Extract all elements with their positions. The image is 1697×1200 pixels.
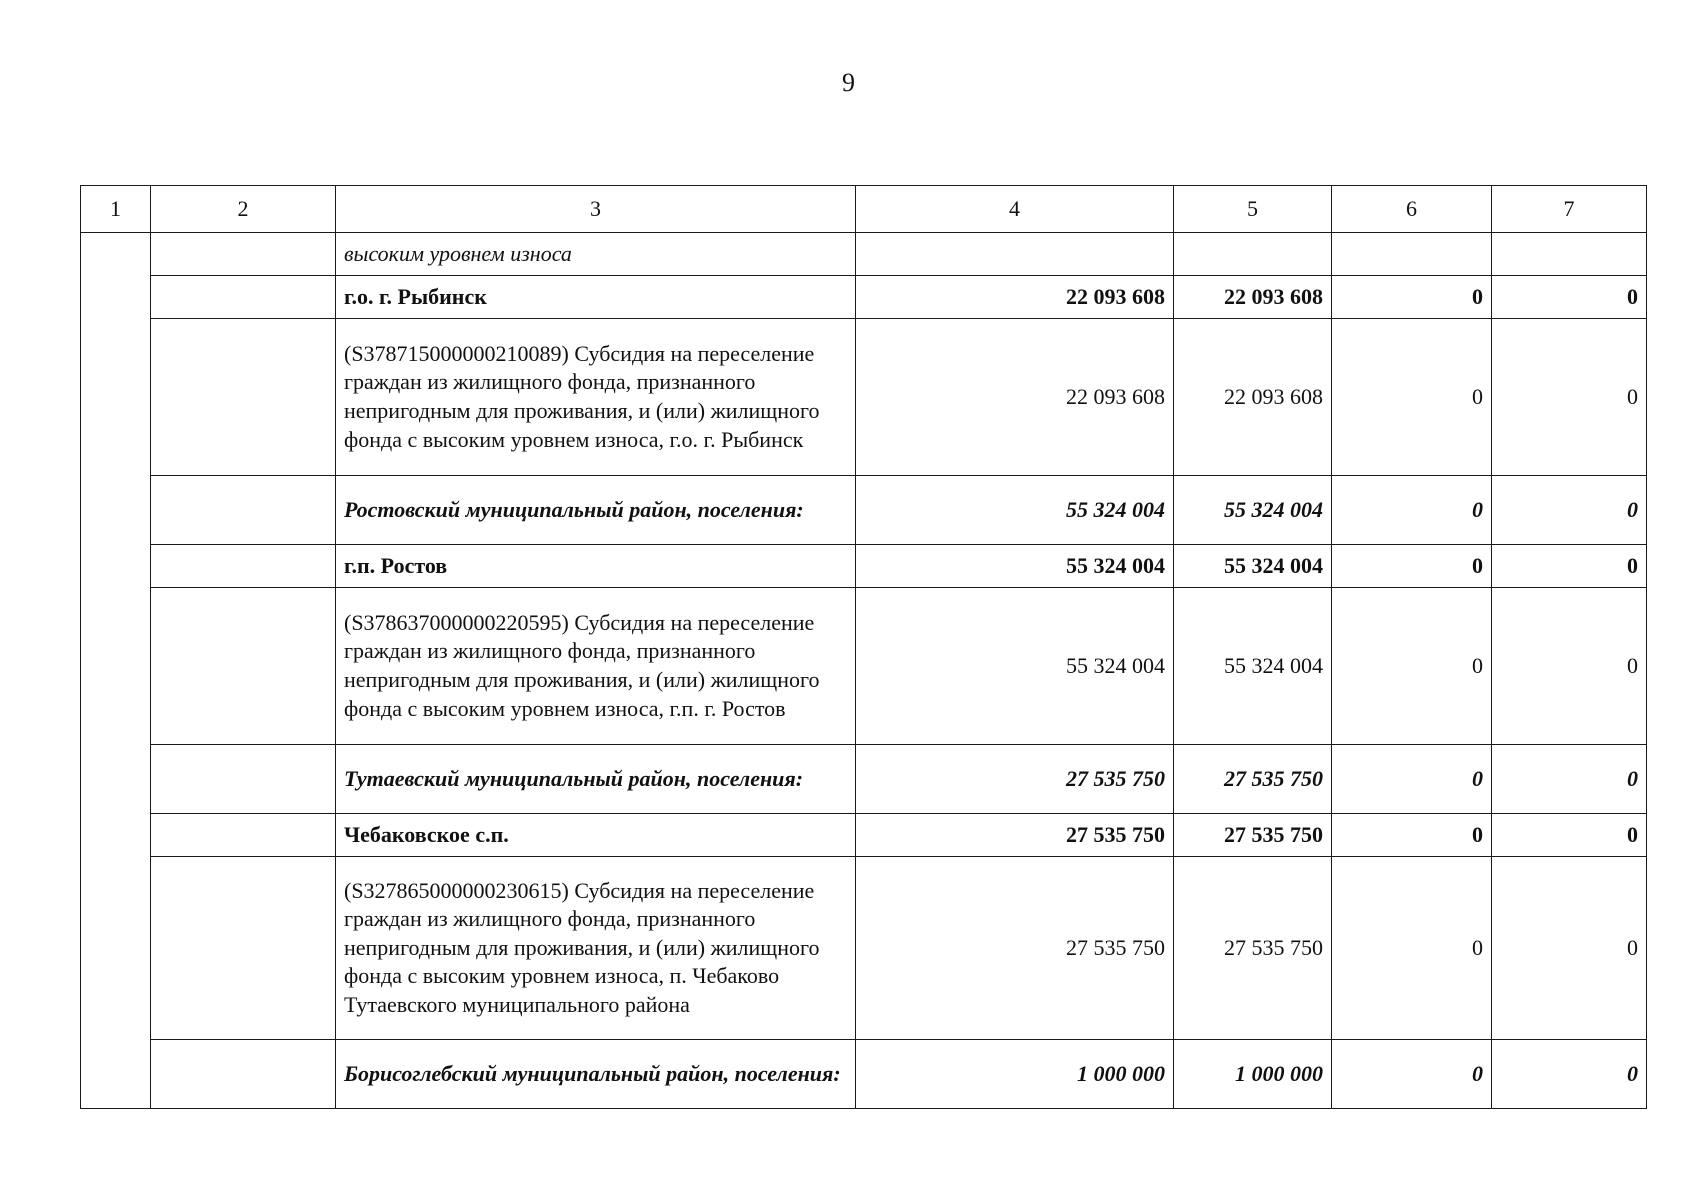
col6-value: [1332, 233, 1492, 276]
col7-value: [1492, 233, 1647, 276]
table-row: [81, 588, 1647, 745]
col4-value: 55 324 004: [856, 545, 1174, 588]
row-description: Борисоглебский муниципальный район, поселения:: [336, 1040, 856, 1109]
col5-value: 22 093 608: [1174, 319, 1332, 476]
col7-value: 0: [1492, 588, 1647, 745]
col4-value: 22 093 608: [856, 276, 1174, 319]
col6-value: 0: [1332, 276, 1492, 319]
row-description: Чебаковское с.п.: [336, 814, 856, 857]
header-col-5: 5: [1174, 186, 1332, 233]
col6-value: 0: [1332, 814, 1492, 857]
page-number: 9: [842, 68, 855, 97]
table-row: [81, 545, 1647, 588]
col2-cell: [151, 276, 336, 319]
col1-cell: [81, 233, 151, 1109]
col2-cell: [151, 476, 336, 545]
col7-value: 0: [1492, 276, 1647, 319]
col4-value: 27 535 750: [856, 857, 1174, 1040]
header-col-3: 3: [336, 186, 856, 233]
col4-value: 1 000 000: [856, 1040, 1174, 1109]
row-description: Ростовский муниципальный район, поселения:: [336, 476, 856, 545]
col6-value: 0: [1332, 545, 1492, 588]
col4-value: 55 324 004: [856, 588, 1174, 745]
table-row: [81, 1040, 1647, 1109]
col6-value: 0: [1332, 857, 1492, 1040]
col5-value: 55 324 004: [1174, 545, 1332, 588]
col4-value: 22 093 608: [856, 319, 1174, 476]
col5-value: 27 535 750: [1174, 814, 1332, 857]
col7-value: 0: [1492, 319, 1647, 476]
col7-value: 0: [1492, 476, 1647, 545]
col5-value: 55 324 004: [1174, 476, 1332, 545]
header-col-4: 4: [856, 186, 1174, 233]
col6-value: 0: [1332, 319, 1492, 476]
col5-value: 27 535 750: [1174, 745, 1332, 814]
row-description: (S327865000000230615) Субсидия на переселение граждан из жилищного фонда, признанного непригодным для проживания, и (или) жилищного фонда с высоким уровнем износа, п. Чебаково Тутаевского муниципального района: [336, 857, 856, 1040]
table-row: [81, 319, 1647, 476]
col4-value: 27 535 750: [856, 745, 1174, 814]
header-col-7: 7: [1492, 186, 1647, 233]
row-description: (S378715000000210089) Субсидия на переселение граждан из жилищного фонда, признанного непригодным для проживания, и (или) жилищного фонда с высоким уровнем износа, г.о. г. Рыбинск: [336, 319, 856, 476]
table-row: [81, 745, 1647, 814]
col7-value: 0: [1492, 857, 1647, 1040]
header-col-1: 1: [81, 186, 151, 233]
col5-value: 55 324 004: [1174, 588, 1332, 745]
col7-value: 0: [1492, 545, 1647, 588]
row-description: высоким уровнем износа: [336, 233, 856, 276]
row-description: г.п. Ростов: [336, 545, 856, 588]
header-col-6: 6: [1332, 186, 1492, 233]
col6-value: 0: [1332, 745, 1492, 814]
col2-cell: [151, 319, 336, 476]
col2-cell: [151, 857, 336, 1040]
col2-cell: [151, 814, 336, 857]
col2-cell: [151, 233, 336, 276]
subsidy-table: [80, 185, 1647, 1109]
header-row: [81, 186, 1647, 233]
col6-value: 0: [1332, 476, 1492, 545]
col2-cell: [151, 1040, 336, 1109]
row-description: г.о. г. Рыбинск: [336, 276, 856, 319]
col7-value: 0: [1492, 814, 1647, 857]
col5-value: [1174, 233, 1332, 276]
col2-cell: [151, 745, 336, 814]
table-row: [81, 814, 1647, 857]
col6-value: 0: [1332, 1040, 1492, 1109]
row-description: Тутаевский муниципальный район, поселения:: [336, 745, 856, 814]
table-row: [81, 276, 1647, 319]
row-description: (S378637000000220595) Субсидия на переселение граждан из жилищного фонда, признанного непригодным для проживания, и (или) жилищного фонда с высоким уровнем износа, г.п. г. Ростов: [336, 588, 856, 745]
table-row: [81, 233, 1647, 276]
col5-value: 27 535 750: [1174, 857, 1332, 1040]
col4-value: [856, 233, 1174, 276]
col4-value: 27 535 750: [856, 814, 1174, 857]
col7-value: 0: [1492, 1040, 1647, 1109]
col2-cell: [151, 545, 336, 588]
col6-value: 0: [1332, 588, 1492, 745]
table-row: [81, 476, 1647, 545]
col4-value: 55 324 004: [856, 476, 1174, 545]
table-row: [81, 857, 1647, 1040]
col7-value: 0: [1492, 745, 1647, 814]
header-col-2: 2: [151, 186, 336, 233]
col5-value: 22 093 608: [1174, 276, 1332, 319]
col2-cell: [151, 588, 336, 745]
col5-value: 1 000 000: [1174, 1040, 1332, 1109]
